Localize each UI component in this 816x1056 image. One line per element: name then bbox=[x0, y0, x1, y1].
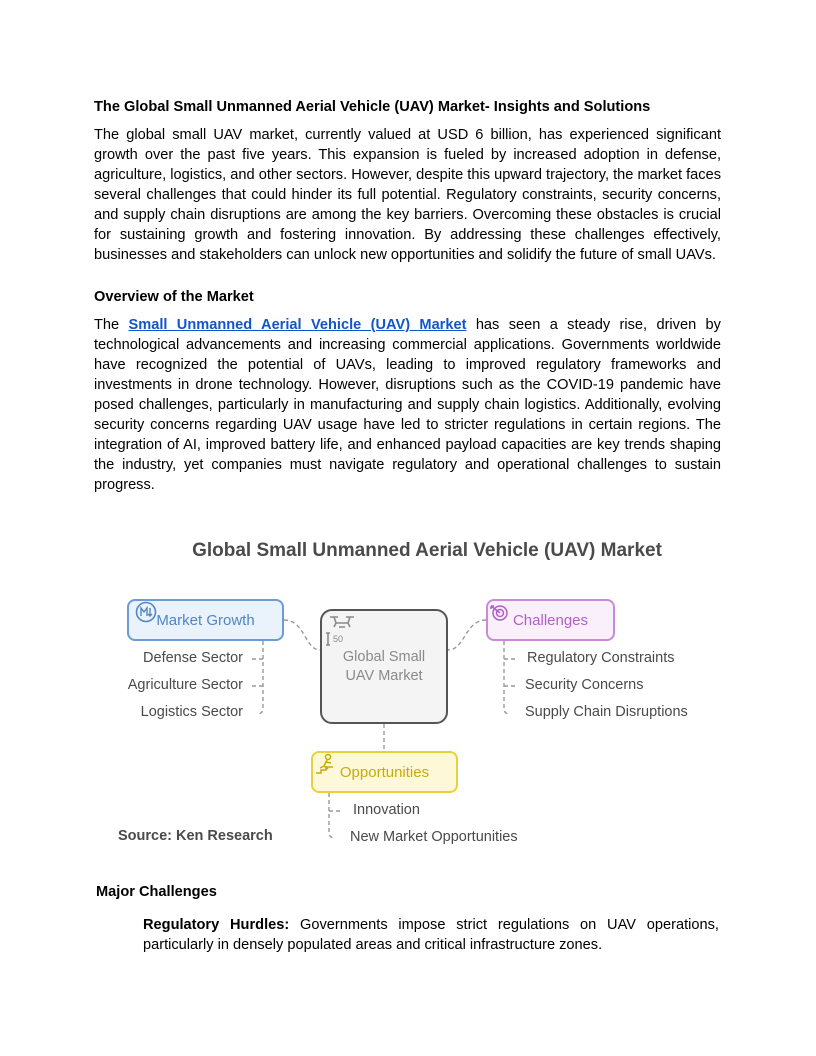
challenge-item: Security Concerns bbox=[525, 677, 644, 693]
challenge-item: Supply Chain Disruptions bbox=[525, 704, 688, 720]
challenges-bracket bbox=[504, 641, 510, 714]
growth-item: Agriculture Sector bbox=[127, 677, 243, 693]
drone-icon bbox=[322, 611, 362, 647]
market-growth-node bbox=[127, 599, 284, 641]
diagram-title: Global Small Unmanned Aerial Vehicle (UAV) Market bbox=[192, 540, 662, 561]
overview-heading: Overview of the Market bbox=[94, 289, 254, 305]
opportunities-bracket bbox=[329, 793, 335, 838]
target-icon bbox=[488, 601, 510, 623]
challenges-ticks bbox=[504, 659, 515, 686]
market-growth-label: Market Growth bbox=[156, 611, 255, 629]
hurdle-label: Regulatory Hurdles: bbox=[143, 917, 290, 933]
center-node bbox=[320, 609, 448, 724]
growth-connector bbox=[284, 620, 320, 650]
overview-body: has seen a steady rise, driven by technological advancements and increasing commercial applications. Governments worldwide have recognized the potential of UAVs, leading to improved regulatory frameworks and investments in drone technology. However, disruptions such as the COVID-19 pandemic have posed challenges, particularly in manufacturing and supply chain logistics. Additionally, evolving security concerns regarding UAV usage have led to stricter regulations in certain regions. The integration of AI, improved battery life, and enhanced payload capacities are key trends shaping the industry, yet companies must navigate regulatory and operational challenges to sustain progress. bbox=[94, 317, 721, 493]
market-mindmap bbox=[100, 530, 720, 860]
svg-text:50: 50 bbox=[333, 634, 344, 644]
growth-bracket bbox=[257, 641, 263, 714]
challenges-label: Challenges bbox=[512, 611, 589, 629]
growth-chart-icon bbox=[135, 601, 157, 623]
hurdle-text: Governments impose strict regulations on UAV operations, particularly in densely populated areas and critical infrastructure zones. bbox=[143, 917, 719, 953]
diagram-source: Source: Ken Research bbox=[118, 828, 273, 844]
overview-prefix: The bbox=[94, 317, 120, 333]
intro-paragraph: The global small UAV market, currently valued at USD 6 billion, has experienced significant growth over the past five years. This expansion is fueled by increased adoption in defense, agriculture, logistics, and other sectors. However, despite this upward trajectory, the market faces several challenges that could hinder its full potential. Regulatory constraints, security concerns, and supply chain disruptions are among the key barriers. Overcoming these obstacles is crucial for sustaining growth and fostering innovation. By addressing these challenges effectively, businesses and stakeholders can unlock new opportunities and solidify the future of small UAVs. bbox=[94, 127, 721, 263]
article-title: The Global Small Unmanned Aerial Vehicle (UAV) Market- Insights and Solutions bbox=[94, 99, 651, 115]
opportunity-item: Innovation bbox=[353, 802, 420, 818]
center-label-line2: UAV Market bbox=[345, 667, 423, 684]
challenge-item: Regulatory Constraints bbox=[527, 650, 675, 666]
growth-ticks bbox=[252, 659, 263, 686]
challenges-node bbox=[486, 599, 615, 641]
opportunities-node bbox=[311, 751, 458, 793]
overview-paragraph bbox=[94, 315, 721, 495]
growth-item: Logistics Sector bbox=[140, 704, 243, 720]
opportunity-item: New Market Opportunities bbox=[350, 829, 518, 845]
climbing-person-icon bbox=[313, 753, 337, 775]
growth-item: Defense Sector bbox=[143, 650, 243, 666]
market-report-link[interactable]: Small Unmanned Aerial Vehicle (UAV) Market bbox=[128, 317, 467, 333]
opportunities-label: Opportunities bbox=[339, 763, 430, 781]
center-label-line1: Global Small bbox=[342, 648, 426, 665]
hurdle-paragraph bbox=[143, 915, 719, 955]
challenges-heading: Major Challenges bbox=[96, 884, 217, 900]
challenges-connector bbox=[448, 620, 486, 650]
